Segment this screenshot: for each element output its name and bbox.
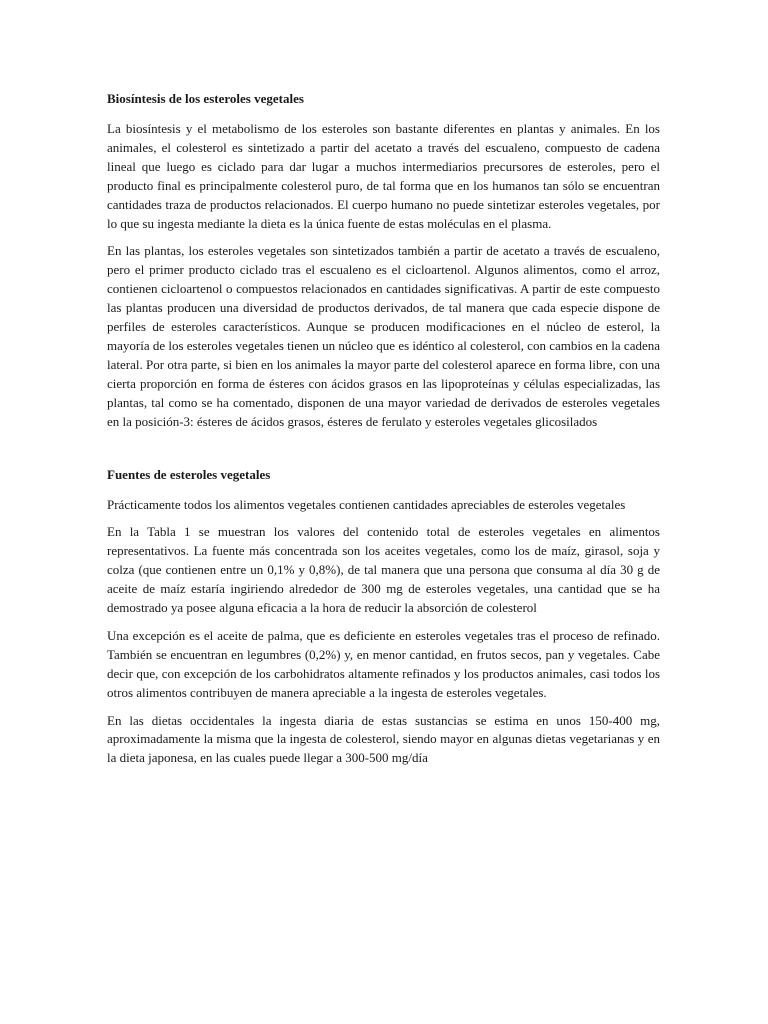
- section-heading-biosintesis: Biosíntesis de los esteroles vegetales: [107, 91, 304, 106]
- paragraph-biosintesis-animales: La biosíntesis y el metabolismo de los esteroles son bastante diferentes en plantas y animales. En los animales, el colesterol es sintetizado a partir del acetato a través del escualeno, compuesto de cadena lineal que luego es ciclado para dar lugar a muchos intermediarios precursores de esteroles, pero el producto final es principalmente colesterol puro, de tal forma que en los humanos tan sólo se encuentran cantidades traza de productos relacionados. El cuerpo humano no puede sintetizar esteroles vegetales, por lo que su ingesta mediante la dieta es la única fuente de estas moléculas en el plasma.: [107, 121, 660, 231]
- paragraph-fuentes-ingesta: En las dietas occidentales la ingesta diaria de estas sustancias se estima en unos 150-400 mg, aproximadamente la misma que la ingesta de colesterol, siendo mayor en algunas dietas vegetarianas y en la dieta japonesa, en las cuales puede llegar a 300-500 mg/día: [107, 712, 660, 766]
- document-page: [107, 90, 660, 777]
- paragraph-fuentes-tabla: En la Tabla 1 se muestran los valores del contenido total de esteroles vegetales en alimentos representativos. La fuente más concentrada son los aceites vegetales, como los de maíz, girasol, soja y colza (que contienen entre un 0,1% y 0,8%), de tal manera que una persona que consuma al día 30 g de aceite de maíz estaría ingiriendo alrededor de 300 mg de esteroles vegetales, una cantidad que se ha demostrado ya posee alguna eficacia a la hora de reducir la absorción de colesterol: [107, 524, 660, 616]
- section-heading-fuentes: Fuentes de esteroles vegetales: [107, 466, 271, 482]
- paragraph-biosintesis-plantas: En las plantas, los esteroles vegetales son sintetizados también a partir de acetato a través de escualeno, pero el primer producto ciclado tras el escualeno es el cicloartenol. Algunos alimentos, como el arroz, contienen cicloartenol o compuestos relacionados en cantidades significativas. A partir de este compuesto las plantas producen una diversidad de productos derivados, de tal manera que cada especie dispone de perfiles de esteroles característicos. Aunque se producen modificaciones en el núcleo de esterol, la mayoría de los esteroles vegetales tienen un núcleo que es idéntico al colesterol, con cambios en la cadena lateral. Por otra parte, si bien en los animales la mayor parte del colesterol aparece en forma libre, con una cierta proporción en forma de ésteres con ácidos grasos en las lipoproteínas y células especializadas, las plantas, tal como se ha comentado, disponen de una mayor variedad de derivados de esteroles vegetales en la posición-3: ésteres de ácidos grasos, ésteres de ferulato y esteroles vegetales glicosilados: [107, 243, 661, 429]
- paragraph-fuentes-intro: Prácticamente todos los alimentos vegetales contienen cantidades apreciables de esteroles vegetales: [107, 496, 626, 512]
- paragraph-fuentes-excepcion: Una excepción es el aceite de palma, que es deficiente en esteroles vegetales tras el proceso de refinado. También se encuentran en legumbres (0,2%) y, en menor cantidad, en frutos secos, pan y vegetales. Cabe decir que, con excepción de los carbohidratos altamente refinados y los productos animales, casi todos los otros alimentos contribuyen de manera apreciable a la ingesta de esteroles vegetales.: [107, 627, 660, 700]
